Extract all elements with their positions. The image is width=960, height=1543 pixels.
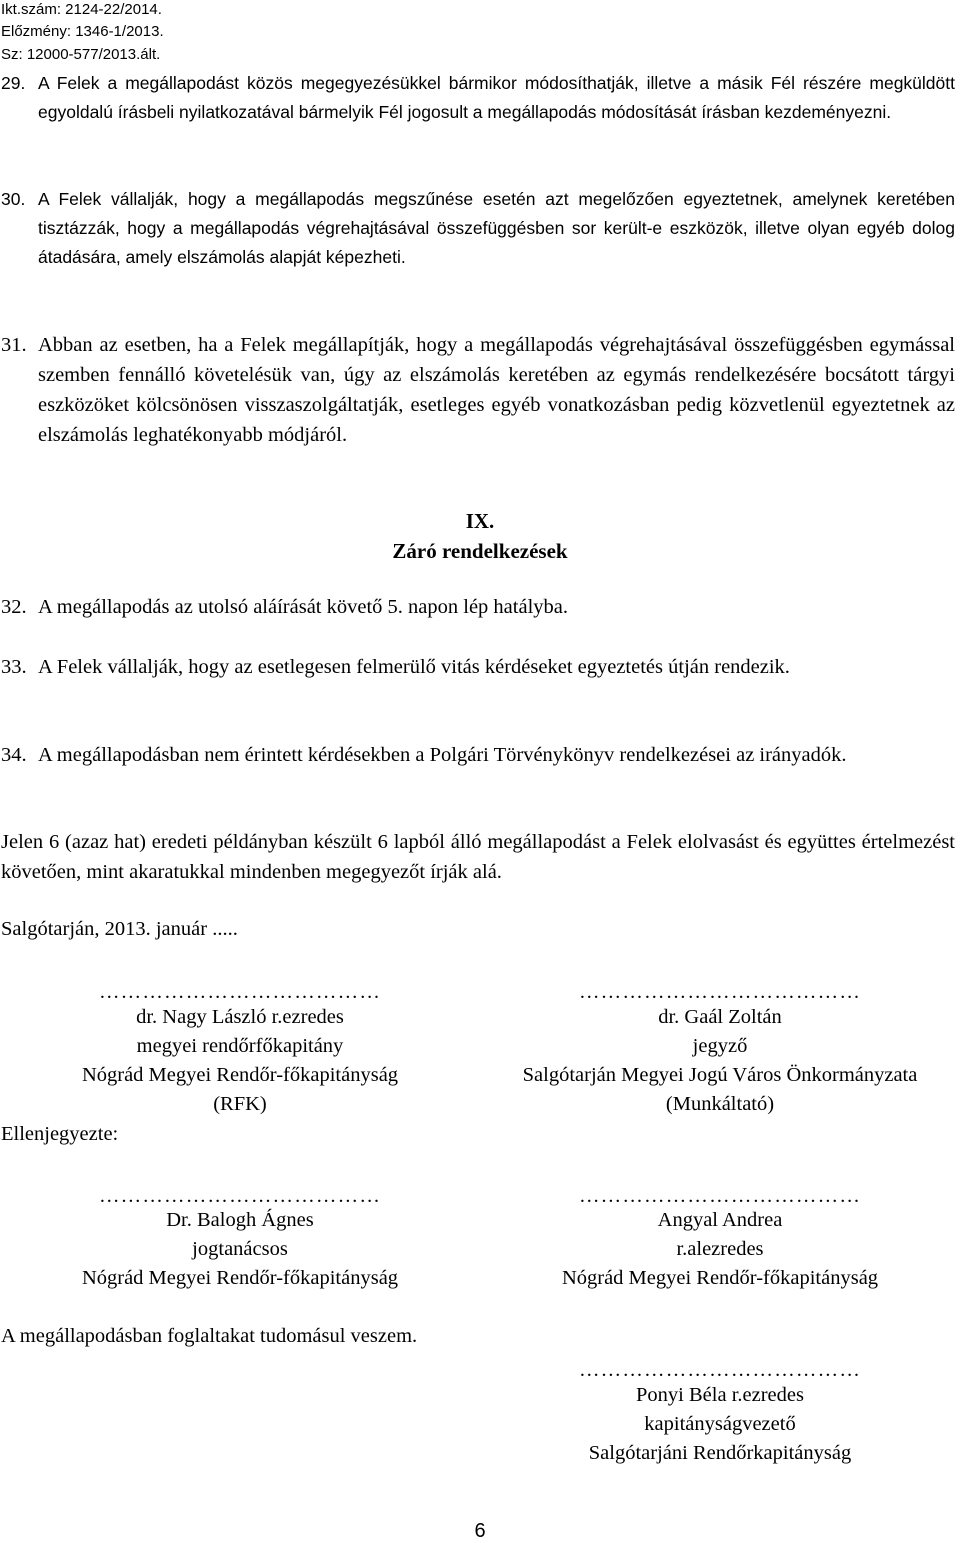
section-32-number: 32.: [1, 596, 27, 618]
section-34-number: 34.: [1, 744, 27, 766]
section-29-text: A Felek a megállapodást közös megegyezésükkel bármikor módosíthatják, illetve a másik Fél részére megküldött egyoldalú írásbeli nyilatkozatával bármelyik Fél jogosult a megállapodás módosítását írásban kezdeményezni.: [38, 73, 955, 122]
signer-right-1-title: jegyző: [692, 1035, 748, 1057]
signer-third-title: kapitányságvezető: [644, 1413, 796, 1435]
chapter-number: IX.: [465, 509, 495, 533]
countersign-label: Ellenjegyezte:: [1, 1123, 119, 1145]
signer-left-1-org: Nógrád Megyei Rendőr-főkapitányság: [81, 1064, 399, 1086]
place-date: Salgótarján, 2013. január .....: [1, 918, 238, 940]
signer-right-2-title: r.alezredes: [676, 1238, 764, 1260]
signer-third-name: Ponyi Béla r.ezredes: [636, 1384, 804, 1406]
signer-left-1-name: dr. Nagy László r.ezredes: [136, 1006, 344, 1028]
signer-left-2-title: jogtanácsos: [192, 1238, 288, 1260]
signature-line-third: …………………………………: [578, 1359, 862, 1381]
signer-left-2-org: Nógrád Megyei Rendőr-főkapitányság: [81, 1267, 399, 1289]
signer-right-1-name: dr. Gaál Zoltán: [658, 1006, 782, 1028]
acknowledgement-text: A megállapodásban foglaltakat tudomásul veszem.: [1, 1325, 418, 1347]
signer-left-2-name: Dr. Balogh Ágnes: [166, 1209, 314, 1231]
chapter-title: Záró rendelkezések: [392, 539, 568, 563]
section-30-number: 30.: [1, 189, 26, 209]
signature-line-right-2: …………………………………: [578, 1185, 862, 1207]
section-31-number: 31.: [1, 334, 27, 356]
signature-line-left-1: …………………………………: [98, 981, 382, 1003]
signer-right-2-org: Nógrád Megyei Rendőr-főkapitányság: [561, 1267, 879, 1289]
signer-left-1-title: megyei rendőrfőkapitány: [136, 1035, 344, 1057]
section-31-text: Abban az esetben, ha a Felek megállapítják, hogy a megállapodás végrehajtásával összefüggésben egymással szemben fennálló követelésük van, úgy az elszámolás keretében az egymás rendelkezésére bocsátott tárgyi eszközöket kölcsönösen visszaszolgáltatják, esetleges egyéb vonatkozásban pedig közvetlenül egyeztetnek az elszámolás leghatékonyabb módjáról.: [38, 334, 955, 446]
signer-right-1-abbr: (Munkáltató): [665, 1093, 775, 1115]
section-30-text: A Felek vállalják, hogy a megállapodás megszűnése esetén azt megelőzően egyeztetnek, amelynek keretében tisztázzák, hogy a megállapodás végrehajtásával összefüggésben sor került-e eszközök, illetve olyan egyéb dolog átadására, amely elszámolás alapját képezheti.: [38, 189, 955, 267]
signature-line-left-2: …………………………………: [98, 1185, 382, 1207]
signer-third-org: Salgótarjáni Rendőrkapitányság: [588, 1442, 852, 1464]
sz-number: Sz: 12000-577/2013.ált.: [1, 46, 161, 63]
section-34-text: A megállapodásban nem érintett kérdésekben a Polgári Törvénykönyv rendelkezései az irányadók.: [38, 744, 847, 766]
section-29-number: 29.: [1, 73, 26, 93]
section-33-text: A Felek vállalják, hogy az esetlegesen felmerülő vitás kérdéseket egyeztetés útján rendezik.: [38, 656, 790, 678]
elozmeny: Előzmény: 1346-1/2013.: [1, 23, 164, 40]
section-32-text: A megállapodás az utolsó aláírását követő 5. napon lép hatályba.: [38, 596, 568, 618]
section-33-number: 33.: [1, 656, 27, 678]
ikt-szam: Ikt.szám: 2124-22/2014.: [1, 1, 162, 18]
page-number: 6: [474, 1520, 486, 1542]
signature-line-right-1: …………………………………: [578, 981, 862, 1003]
closing-paragraph: Jelen 6 (azaz hat) eredeti példányban készült 6 lapból álló megállapodást a Felek elolvasást és együttes értelmezést követően, mint akaratukkal mindenben megegyezőt írják alá.: [1, 831, 955, 883]
signer-right-2-name: Angyal Andrea: [657, 1209, 783, 1231]
signer-left-1-abbr: (RFK): [213, 1093, 267, 1115]
signer-right-1-org: Salgótarján Megyei Jogú Város Önkormányzata: [522, 1064, 918, 1086]
